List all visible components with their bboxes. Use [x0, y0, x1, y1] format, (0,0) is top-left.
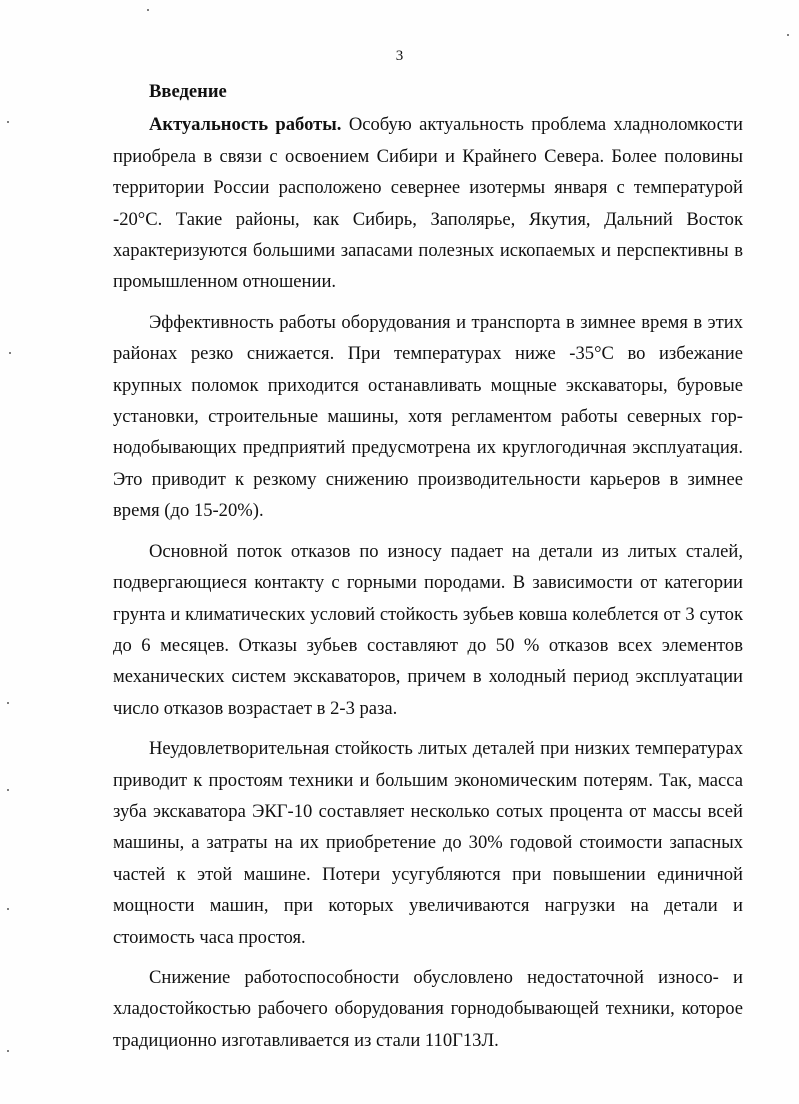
section-heading: Введение: [149, 81, 227, 102]
scan-speck: [147, 9, 149, 11]
paragraph-lead: Актуальность работы.: [149, 114, 342, 136]
scan-speck: [7, 702, 9, 704]
paragraph-text: Снижение работоспособности обусловлено недостаточной износо- и хладостойкостью рабочего оборудования горнодобывающей техники, которое традиционно изготавливается из стали 110Г13Л.: [113, 966, 743, 1051]
page-content: [113, 76, 743, 1065]
paragraph-text: Основной поток отказов по износу падает на детали из литых сталей, подвергающиеся контакту с горными породами. В зависимости от категории грунта и климатических условий стойкость зубьев ковша колеблется от 3 суток до 6 месяцев. Отказы зубьев составляют до 50 % отказов всех элементов механических систем экскаваторов, причем в холодный период эксплуатации число отказов возрастает в 2-3 раза.: [113, 540, 743, 719]
scan-speck: [7, 908, 9, 910]
paragraph-text: Эффективность работы оборудования и транспорта в зимнее время в этих районах резко снижается. При температурах ниже -35°С во избежание крупных поломок приходится останавливать мощные экскаваторы, буровые установки, строительные машины, хотя регламентом работы северных горнодобывающих предприятий предусмотрена их круглогодичная эксплуатация. Это приводит к резкому снижению производительности карьеров в зимнее время (до 15-20%).: [113, 311, 743, 522]
scan-speck: [9, 352, 11, 354]
paragraph-2: [113, 307, 743, 527]
paragraph-5: [113, 962, 743, 1056]
scan-speck: [7, 1050, 9, 1052]
scan-speck: [7, 789, 9, 791]
paragraph-1: [113, 109, 743, 297]
paragraph-text: Неудовлетворительная стойкость литых деталей при низких температурах приводит к простоям техники и большим экономическим потерям. Так, масса зуба экскаватора ЭКГ-10 составляет несколько сотых процента от массы всей машины, а затраты на их приобретение до 30% годовой стоимости запасных частей к этой машине. Потери усугубляются при повышении единичной мощности машин, при которых увеличиваются нагрузки на детали и стоимость часа простоя.: [113, 738, 743, 948]
paragraph-4: [113, 733, 743, 953]
page-number: 3: [395, 48, 404, 64]
scan-speck: [787, 34, 789, 36]
paragraph-text: Особую актуальность проблема хладноломкости приобрела в связи с освоением Сибири и Крайнего Севера. Более половины территории России расположено севернее изотермы января с температурой -20°С. Такие районы, как Сибирь, Заполярье, Якутия, Дальний Восток характеризуются большими запасами полезных ископаемых и перспективны в промышленном отношении.: [113, 114, 743, 293]
scan-speck: [7, 121, 9, 123]
paragraph-3: [113, 536, 743, 724]
